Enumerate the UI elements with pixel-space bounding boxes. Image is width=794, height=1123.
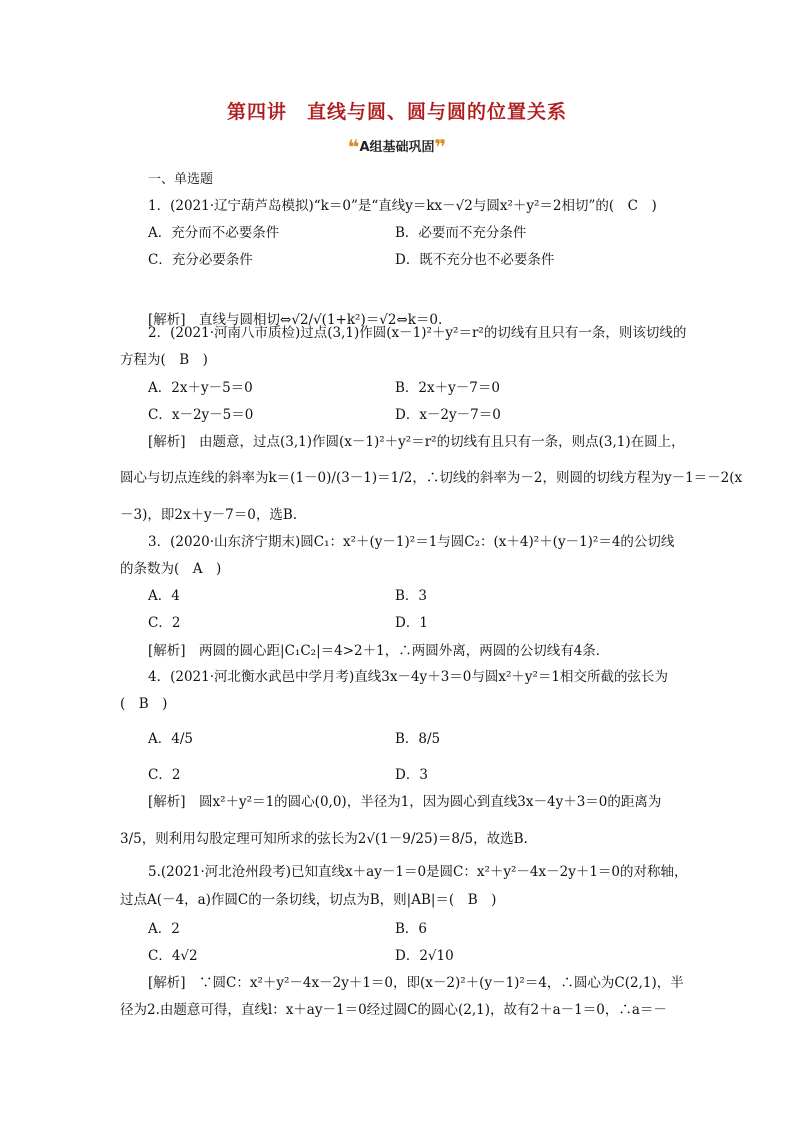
- q4-stem-line2: ( B ): [120, 696, 168, 712]
- page-title: 第四讲 直线与圆、圆与圆的位置关系: [226, 101, 567, 123]
- q2-option-d: D．x－2y－7＝0: [395, 407, 501, 423]
- q2-analysis-line1: [解析] 由题意，过点(3,1)作圆(x－1)²＋y²＝r²的切线有且只有一条，则点(3,1)在圆上，: [148, 434, 685, 450]
- q5-analysis-line1: [解析] ∵圆C：x²＋y²－4x－2y＋1＝0，即(x－2)²＋(y－1)²＝4，∴圆心为C(2,1)，半: [148, 975, 684, 991]
- q2-analysis-line3: －3)，即2x＋y－7＝0，选B.: [120, 507, 298, 523]
- q5-option-c: C．4√2: [148, 948, 198, 964]
- q3-stem-line2: 的条数为( A ): [120, 561, 222, 577]
- q5-option-a: A．2: [148, 921, 180, 937]
- q2-option-b: B．2x＋y－7＝0: [395, 380, 500, 396]
- q5-option-d: D．2√10: [395, 948, 454, 964]
- q1-option-b: B．必要而不充分条件: [395, 225, 527, 241]
- group-banner: [0, 135, 794, 159]
- q4-analysis-line1: [解析] 圆x²＋y²＝1的圆心(0,0)，半径为1，因为圆心到直线3x－4y＋3＝0的距离为: [148, 794, 662, 810]
- q5-option-b: B．6: [395, 921, 428, 937]
- q2-option-a: A．2x＋y－5＝0: [148, 380, 253, 396]
- q3-option-b: B．3: [395, 588, 428, 604]
- q2-analysis-line2: 圆心与切点连线的斜率为k＝(1－0)/(3－1)＝1/2，∴切线的斜率为－2，则圆的切线方程为y－1＝－2(x: [120, 470, 743, 486]
- q1-analysis: [解析] 直线与圆相切⇔√2/√(1+k²)＝√2⇔k＝0.: [148, 312, 443, 328]
- q5-stem-line2: 过点A(－4，a)作圆C的一条切线，切点为B，则|AB|＝( B ): [120, 892, 497, 908]
- q5-analysis-line2: 径为2.由题意可得，直线l：x＋ay－1＝0经过圆C的圆心(2,1)，故有2＋a－1＝0，∴a＝－: [120, 1002, 667, 1018]
- q3-option-a: A．4: [148, 588, 180, 604]
- q4-stem-line1: 4．(2021·河北衡水武邑中学月考)直线3x－4y＋3＝0与圆x²＋y²＝1相交所截的弦长为: [148, 669, 669, 685]
- q2-option-c: C．x－2y－5＝0: [148, 407, 254, 423]
- q4-option-b: B．8/5: [395, 731, 441, 747]
- section-heading: 一、单选题: [148, 172, 214, 187]
- q3-option-c: C．2: [148, 615, 181, 631]
- q4-option-a: A．4/5: [148, 731, 193, 747]
- q3-analysis: [解析] 两圆的圆心距|C₁C₂|＝4>2＋1，∴两圆外离，两圆的公切线有4条．: [148, 643, 610, 659]
- q1-stem: 1．(2021·辽宁葫芦岛模拟)“k＝0”是“直线y＝kx－√2与圆x²＋y²＝2相切”的( C ): [148, 198, 657, 214]
- q3-option-d: D．1: [395, 615, 428, 631]
- q1-option-d: D．既不充分也不必要条件: [395, 252, 555, 268]
- q2-stem-line2: 方程为( B ): [120, 352, 208, 368]
- q1-option-a: A．充分而不必要条件: [148, 225, 280, 241]
- open-quote-icon: ❝: [347, 135, 360, 159]
- q3-stem-line1: 3．(2020·山东济宁期末)圆C₁：x²＋(y－1)²＝1与圆C₂：(x＋4)²＋(y－1)²＝4的公切线: [148, 534, 675, 550]
- close-quote-icon: ❞: [434, 135, 447, 159]
- banner-label: A组基础巩固: [359, 140, 435, 155]
- q4-option-d: D．3: [395, 767, 428, 783]
- q2-stem-line1: 2．(2021·河南八市质检)过点(3,1)作圆(x－1)²＋y²＝r²的切线有且只有一条，则该切线的: [148, 325, 687, 341]
- q1-option-c: C．充分必要条件: [148, 252, 253, 268]
- q5-stem-line1: 5.(2021·河北沧州段考)已知直线x＋ay－1＝0是圆C：x²＋y²－4x－2y＋1＝0的对称轴，: [148, 864, 688, 880]
- q4-analysis-line2: 3/5，则利用勾股定理可知所求的弦长为2√(1－9/25)＝8/5，故选B.: [120, 831, 528, 847]
- q4-option-c: C．2: [148, 767, 181, 783]
